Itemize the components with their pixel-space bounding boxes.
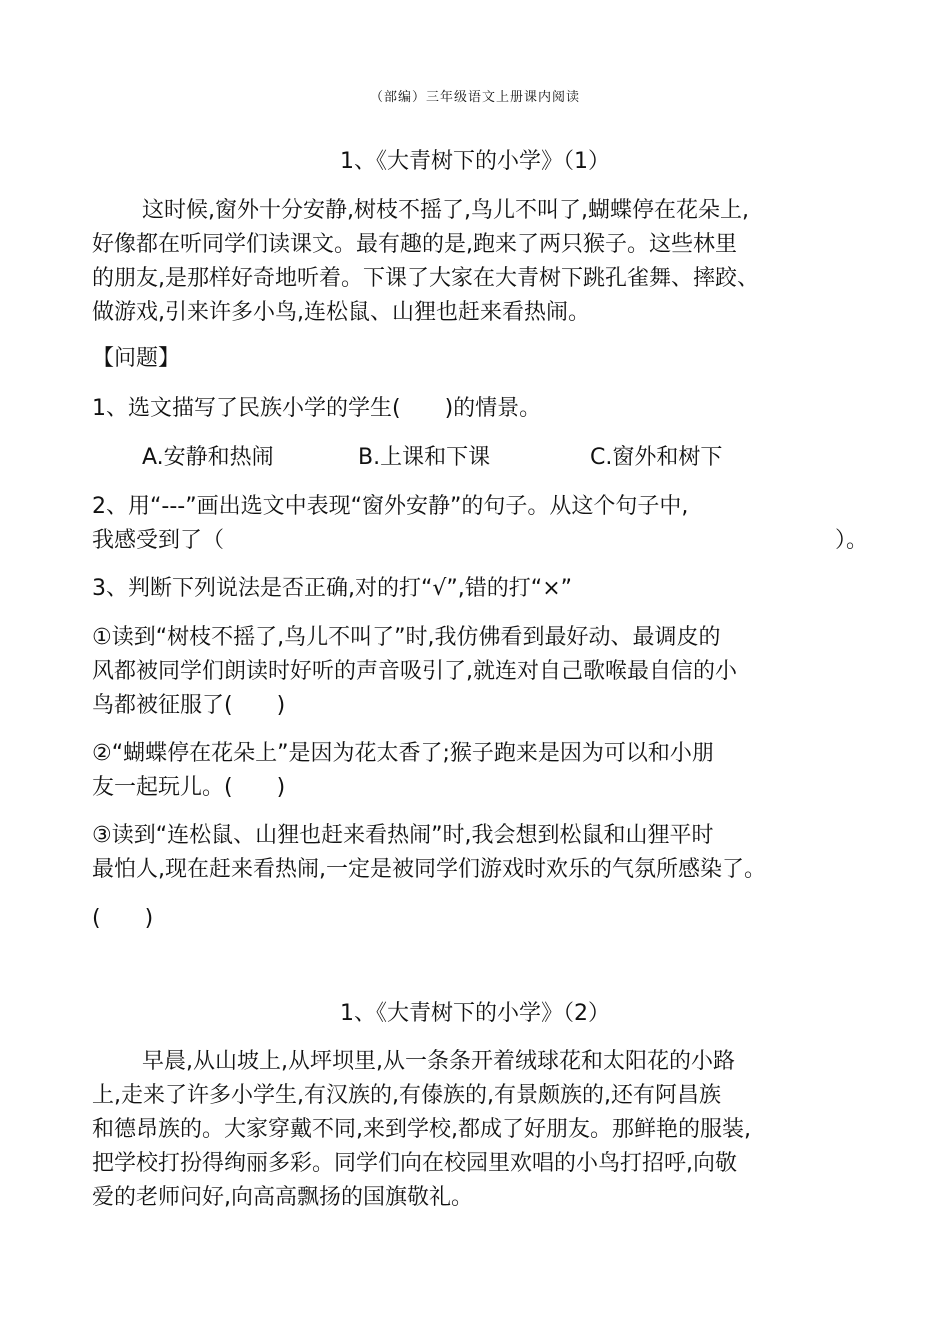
question-1-option-c: C.窗外和树下 [590, 445, 723, 470]
question-2-blank-end: ）。 [835, 528, 869, 553]
passage-1-line: 这时候,窗外十分安静,树枝不摇了,鸟儿不叫了,蝴蝶停在花朵上, [142, 198, 749, 223]
question-3-item-3-line: 最怕人,现在赶来看热闹,一定是被同学们游戏时欢乐的气氛所感染了。 [92, 857, 766, 882]
questions-label: 【问题】 [92, 346, 181, 371]
question-2-line: 2、用“---”画出选文中表现“窗外安静”的句子。从这个句子中, [92, 494, 689, 519]
question-3: 3、判断下列说法是否正确,对的打“√”,错的打“×” [92, 576, 573, 601]
passage-2-line: 上,走来了许多小学生,有汉族的,有傣族的,有景颇族的,还有阿昌族 [92, 1083, 721, 1108]
document-title: （部编）三年级语文上册课内阅读 [369, 90, 580, 105]
passage-1-line: 的朋友,是那样好奇地听着。下课了大家在大青树下跳孔雀舞、摔跤、 [92, 266, 759, 291]
question-3-item-3-line: ( ) [92, 906, 154, 931]
question-3-item-3-line: ③读到“连松鼠、山狸也赶来看热闹”时,我会想到松鼠和山狸平时 [92, 823, 714, 848]
passage-1-line: 好像都在听同学们读课文。最有趣的是,跑来了两只猴子。这些林里 [92, 232, 737, 257]
question-3-item-2-line: ②“蝴蝶停在花朵上”是因为花太香了;猴子跑来是因为可以和小朋 [92, 741, 714, 766]
passage-2-line: 爱的老师问好,向高高飘扬的国旗敬礼。 [92, 1185, 473, 1210]
question-1-option-b: B.上课和下课 [358, 445, 491, 470]
question-3-item-1-line: 鸟都被征服了( ) [92, 693, 286, 718]
question-1: 1、选文描写了民族小学的学生( )的情景。 [92, 396, 542, 421]
question-3-item-1-line: ①读到“树枝不摇了,鸟儿不叫了”时,我仿佛看到最好动、最调皮的 [92, 625, 721, 650]
passage-2-line: 把学校打扮得绚丽多彩。同学们向在校园里欢唱的小鸟打招呼,向敬 [92, 1151, 737, 1176]
question-2-line: 我感受到了（ [92, 528, 225, 553]
question-3-item-1-line: 风都被同学们朗读时好听的声音吸引了,就连对自己歌喉最自信的小 [92, 659, 737, 684]
question-1-option-a: A.安静和热闹 [142, 445, 274, 470]
section-1-heading: 1、《大青树下的小学》（1） [340, 149, 610, 174]
question-3-item-2-line: 友一起玩儿。( ) [92, 775, 286, 800]
section-2-heading: 1、《大青树下的小学》（2） [340, 1001, 610, 1026]
passage-2-line: 早晨,从山坡上,从坪坝里,从一条条开着绒球花和太阳花的小路 [142, 1049, 735, 1074]
passage-2-line: 和德昂族的。大家穿戴不同,来到学校,都成了好朋友。那鲜艳的服装, [92, 1117, 751, 1142]
passage-1-line: 做游戏,引来许多小鸟,连松鼠、山狸也赶来看热闹。 [92, 300, 590, 325]
